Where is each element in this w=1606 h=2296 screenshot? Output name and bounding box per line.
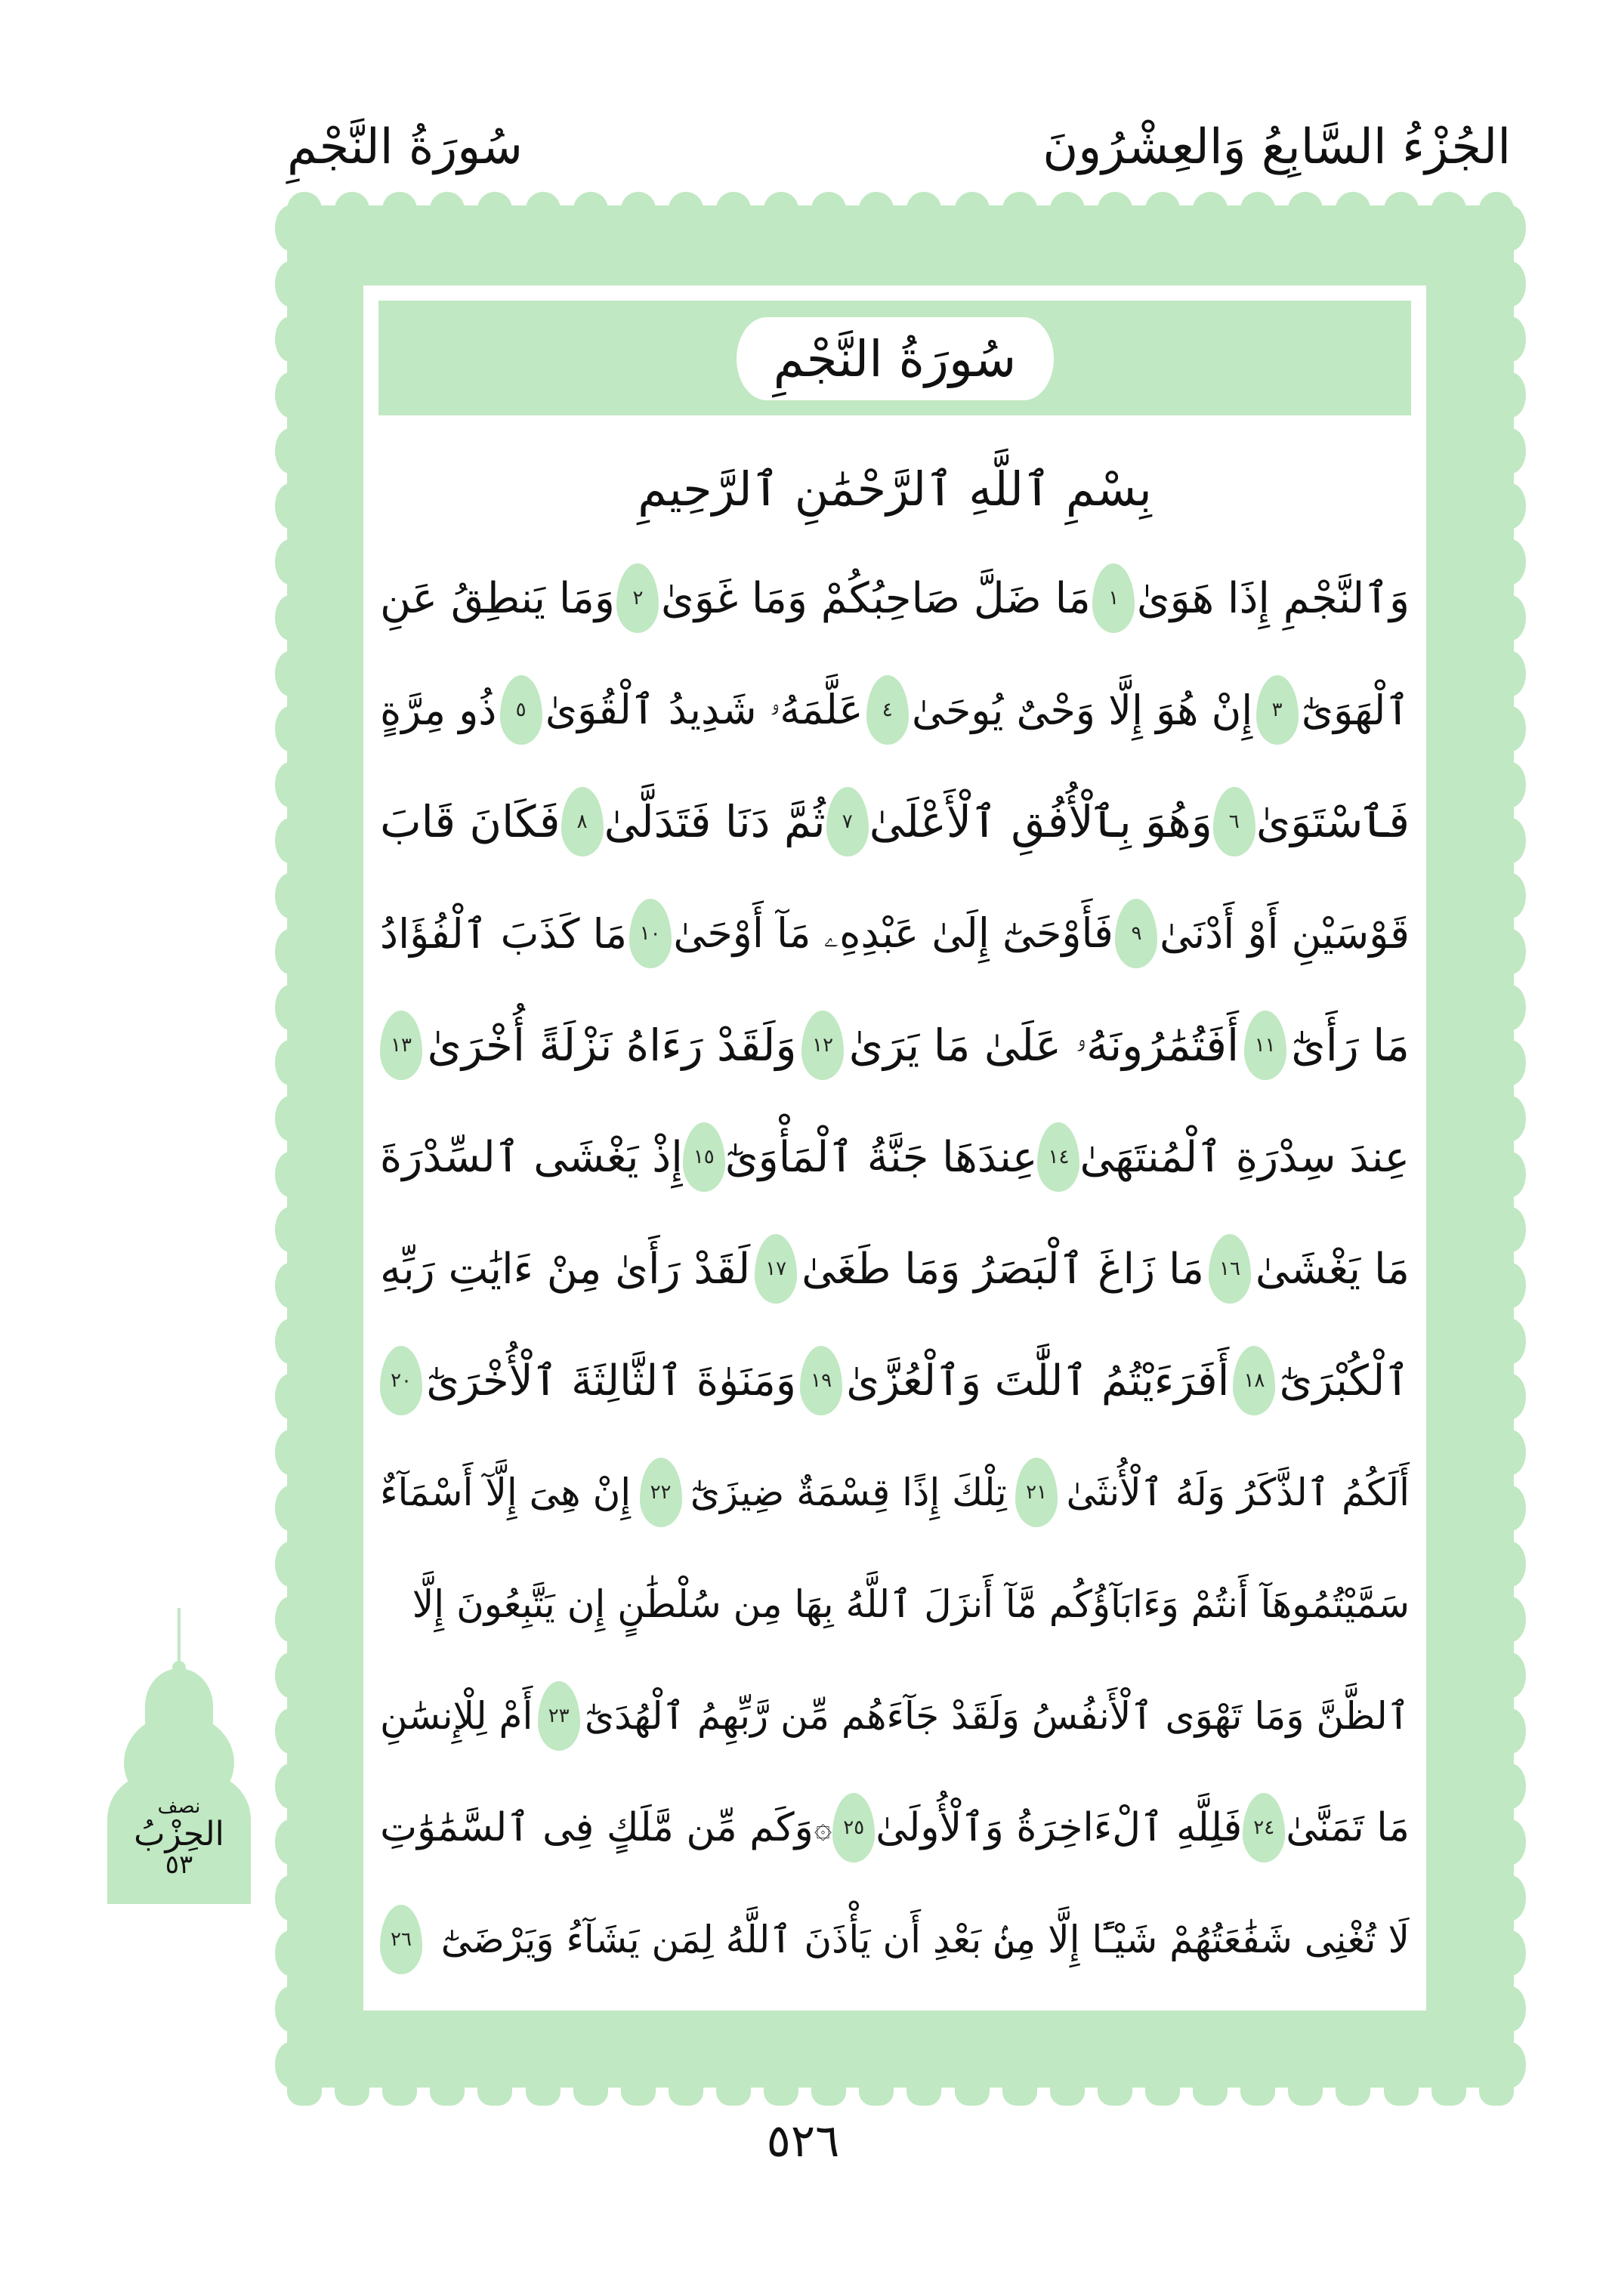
scallop-lobe: [1193, 192, 1228, 227]
verse-text: فَٱسْتَوَىٰ: [1255, 796, 1410, 847]
ayah-number-marker: ٢٣: [538, 1681, 580, 1751]
scallop-lobe: [1496, 651, 1526, 696]
verse-line: [380, 542, 1410, 654]
ayah-number-marker: ٢٦: [380, 1905, 422, 1974]
scallop-lobe: [1496, 1708, 1526, 1754]
scallop-lobe: [1496, 1653, 1526, 1698]
scallop-lobe: [1496, 1486, 1526, 1531]
scallop-lobe: [1496, 1096, 1526, 1141]
ayah-number-marker: ١٩: [800, 1346, 842, 1415]
basmala: بِسْمِ ٱللَّهِ ٱلرَّحْمَٰنِ ٱلرَّحِيمِ: [638, 461, 1152, 517]
verse-text: وَمَنَوٰةَ ٱلثَّالِثَةَ ٱلْأُخْرَىٰٓ: [426, 1356, 796, 1406]
scallop-lobe: [1002, 2071, 1037, 2106]
scallop-lobe: [335, 192, 369, 227]
verse-text: فَكَانَ قَابَ: [380, 796, 561, 847]
verse-text: تِلْكَ إِذًا قِسْمَةٌ ضِيزَىٰٓ: [690, 1470, 1007, 1514]
ayah-number-marker: ٥: [500, 675, 542, 745]
scallop-lobe: [1496, 595, 1526, 640]
scallop-lobe: [1288, 192, 1323, 227]
scallop-lobe: [1496, 706, 1526, 751]
scallop-lobe: [716, 192, 751, 227]
scallop-lobe: [275, 1930, 305, 1976]
scallop-lobe: [859, 192, 894, 227]
verse-line: [380, 1660, 1410, 1772]
verse-text: وَٱلنَّجْمِ إِذَا هَوَىٰ: [1136, 573, 1410, 623]
scallop-lobe: [764, 2071, 798, 2106]
verse-text: مَا كَذَبَ ٱلْفُؤَادُ: [380, 909, 627, 958]
scallop-lobe: [1496, 1930, 1526, 1976]
verse-line: [380, 1548, 1410, 1660]
scallop-lobe: [1336, 2071, 1370, 2106]
scallop-lobe: [275, 1764, 305, 1809]
scallop-lobe: [1496, 1986, 1526, 2032]
juz-header: الجُزْءُ السَّابِعُ وَالعِشْرُونَ: [1042, 119, 1511, 175]
scallop-lobe: [955, 2071, 990, 2106]
scallop-lobe: [1496, 762, 1526, 807]
scallop-lobe: [1496, 1430, 1526, 1475]
verse-line: [380, 1213, 1410, 1325]
ayah-number-marker: ١٦: [1209, 1234, 1251, 1304]
scallop-lobe: [275, 1430, 305, 1475]
hizb-half-label: نصف: [157, 1795, 201, 1818]
hizb-marker: [107, 1608, 251, 1904]
scallop-lobe: [859, 2071, 894, 2106]
verse-text: فَلِلَّهِ ٱلْءَاخِرَةُ وَٱلْأُولَىٰ: [876, 1805, 1243, 1850]
hizb-label: [107, 1797, 251, 1879]
scallop-lobe: [1496, 1152, 1526, 1197]
ayah-number-marker: ١: [1092, 563, 1135, 633]
scallop-lobe: [1496, 316, 1526, 362]
scallop-lobe: [275, 1597, 305, 1642]
scallop-lobe: [1496, 205, 1526, 251]
scallop-lobe: [382, 2071, 417, 2106]
verse-text: فَأَوْحَىٰٓ إِلَىٰ عَبْدِهِۦ مَآ أَوْحَىٰ: [673, 909, 1113, 957]
verse-text: إِنْ هِىَ إِلَّآ أَسْمَآءٌ: [380, 1470, 632, 1514]
scallop-lobe: [1496, 985, 1526, 1030]
scallop-lobe: [275, 873, 305, 918]
ayah-number-marker: ٢١: [1015, 1458, 1058, 1527]
scallop-lobe: [1496, 873, 1526, 918]
verse-lines: [380, 542, 1410, 1995]
frame-border-bottom: [287, 2071, 1514, 2101]
verse-text: ٱلظَّنَّ وَمَا تَهْوَى ٱلْأَنفُسُ وَلَقَدْ جَآءَهُم مِّن رَّبِّهِمُ ٱلْهُدَىٰٓ: [584, 1694, 1410, 1738]
ayah-number-marker: ٦: [1213, 787, 1255, 856]
ayah-number-marker: ٢٤: [1243, 1793, 1285, 1862]
ayah-number-marker: ٢٥: [832, 1793, 875, 1862]
scallop-lobe: [477, 2071, 512, 2106]
scallop-lobe: [275, 539, 305, 585]
scallop-lobe: [573, 2071, 608, 2106]
scallop-lobe: [1496, 1764, 1526, 1809]
ayah-number-marker: ١٢: [801, 1011, 844, 1080]
hizb-number: ٥٣: [165, 1850, 193, 1881]
verse-text: قَوْسَيْنِ أَوْ أَدْنَىٰ: [1160, 909, 1410, 958]
surah-title-band: [378, 301, 1411, 415]
verse-text: أَلَكُمُ ٱلذَّكَرُ وَلَهُ ٱلْأُنثَىٰ: [1066, 1470, 1410, 1514]
verse-line: [380, 1325, 1410, 1437]
scallop-lobe: [275, 595, 305, 640]
scallop-lobe: [1496, 2042, 1526, 2088]
ayah-number-marker: ١١: [1244, 1011, 1286, 1080]
verse-text: إِذْ يَغْشَى ٱلسِّدْرَةَ: [379, 1132, 683, 1182]
scallop-lobe: [1496, 1541, 1526, 1587]
scallop-lobe: [1496, 1040, 1526, 1085]
scallop-lobe: [1496, 818, 1526, 863]
scallop-lobe: [275, 483, 305, 529]
verse-text: أَفَتُمَٰرُونَهُۥ عَلَىٰ مَا يَرَىٰ: [848, 1019, 1240, 1071]
ayah-number-marker: ٢: [616, 563, 659, 633]
scallop-lobe: [1050, 192, 1085, 227]
scallop-lobe: [275, 372, 305, 418]
ayah-number-marker: ١٤: [1037, 1122, 1079, 1192]
scallop-lobe: [335, 2071, 369, 2106]
scallop-lobe: [1002, 192, 1037, 227]
scallop-lobe: [1288, 2071, 1323, 2106]
scallop-lobe: [1050, 2071, 1085, 2106]
scallop-lobe: [275, 1708, 305, 1754]
page-number: ٥٢٦: [766, 2115, 840, 2168]
scallop-lobe: [275, 1096, 305, 1141]
scallop-lobe: [275, 316, 305, 362]
verse-text: وَلَقَدْ رَءَاهُ نَزْلَةً أُخْرَىٰ: [427, 1020, 797, 1071]
scallop-lobe: [1336, 192, 1370, 227]
scallop-lobe: [275, 1152, 305, 1197]
verse-line: [380, 1772, 1410, 1884]
scallop-lobe: [1145, 2071, 1180, 2106]
verse-text: مَا يَغْشَىٰ: [1255, 1244, 1410, 1294]
scallop-lobe: [1496, 483, 1526, 529]
scallop-lobe: [275, 261, 305, 307]
verse-line: [380, 1437, 1410, 1548]
scallop-lobe: [906, 192, 941, 227]
ayah-number-marker: ٩: [1115, 899, 1157, 968]
scallop-lobe: [275, 205, 305, 251]
verse-text: لَا تُغْنِى شَفَٰعَتُهُمْ شَيْـًٔا إِلَّا مِنۢ بَعْدِ أَن يَأْذَنَ ٱللَّهُ لِمَن يَشَآءُ وَيَرْضَىٰٓ: [440, 1918, 1410, 1961]
scallop-lobe: [573, 192, 608, 227]
page-frame: [287, 205, 1514, 2088]
scallop-lobe: [621, 192, 656, 227]
verse-line: [380, 1884, 1410, 1995]
scallop-lobe: [1496, 1263, 1526, 1308]
scallop-lobe: [1384, 2071, 1419, 2106]
scallop-lobe: [1496, 1819, 1526, 1865]
ayah-number-marker: ٢٠: [380, 1346, 422, 1415]
scallop-lobe: [1496, 1374, 1526, 1419]
ayah-number-marker: ٧: [826, 787, 869, 856]
verse-text: ثُمَّ دَنَا فَتَدَلَّىٰ: [604, 796, 826, 847]
scallop-lobe: [1496, 1207, 1526, 1252]
verse-text: ذُو مِرَّةٍ: [380, 686, 497, 734]
scallop-lobe: [477, 192, 512, 227]
ayah-number-marker: ٨: [561, 787, 604, 856]
scallop-lobe: [1098, 192, 1132, 227]
scallop-lobe: [275, 1040, 305, 1085]
ayah-number-marker: ١٧: [755, 1234, 797, 1304]
scallop-lobe: [275, 929, 305, 974]
scallop-lobe: [275, 1653, 305, 1698]
scallop-lobe: [1496, 929, 1526, 974]
scallop-lobe: [1432, 2071, 1466, 2106]
scallop-lobe: [811, 192, 846, 227]
scallop-lobe: [621, 2071, 656, 2106]
scallop-lobe: [275, 1486, 305, 1531]
verse-text: عِندَ سِدْرَةِ ٱلْمُنتَهَىٰ: [1079, 1132, 1410, 1182]
scallop-lobe: [275, 818, 305, 863]
verse-line: [380, 1101, 1410, 1213]
surah-header: سُورَةُ النَّجْمِ: [287, 119, 523, 175]
verse-text: أَفَرَءَيْتُمُ ٱللَّٰتَ وَٱلْعُزَّىٰ: [846, 1356, 1230, 1406]
scallop-lobe: [382, 192, 417, 227]
scallop-lobe: [275, 2042, 305, 2088]
ayah-number-marker: ١٨: [1233, 1346, 1275, 1415]
scallop-lobe: [1496, 1597, 1526, 1642]
scallop-lobe: [1496, 428, 1526, 474]
verse-text: عِندَهَا جَنَّةُ ٱلْمَأْوَىٰٓ: [724, 1132, 1038, 1182]
hizb-word: الحِزْبُ: [134, 1815, 224, 1854]
verse-line: [380, 989, 1410, 1101]
verse-text: ٱلْكُبْرَىٰٓ: [1279, 1356, 1410, 1406]
verse-text: مَا رَأَىٰٓ: [1291, 1020, 1410, 1071]
scallop-lobe: [1496, 1875, 1526, 1921]
scallop-lobe: [275, 762, 305, 807]
scallop-lobe: [275, 1207, 305, 1252]
verse-line: [380, 878, 1410, 989]
scallop-lobe: [1496, 372, 1526, 418]
verse-text: وَمَا يَنطِقُ عَنِ: [380, 573, 615, 623]
scallop-lobe: [430, 2071, 465, 2106]
ayah-number-marker: ٢٢: [640, 1458, 682, 1527]
verse-text: إِنْ هُوَ إِلَّا وَحْىٌ يُوحَىٰ: [912, 686, 1253, 734]
scallop-lobe: [955, 192, 990, 227]
scallop-lobe: [275, 985, 305, 1030]
ayah-number-marker: ١٥: [683, 1122, 725, 1192]
verse-text: مَا تَمَنَّىٰ: [1286, 1805, 1410, 1850]
verse-text: مَا ضَلَّ صَاحِبُكُمْ وَمَا غَوَىٰ: [661, 573, 1091, 623]
scallop-lobe: [669, 2071, 703, 2106]
verse-text: عَلَّمَهُۥ شَدِيدُ ٱلْقُوَىٰ: [545, 686, 863, 733]
scallop-lobe: [275, 706, 305, 751]
scallop-lobe: [275, 651, 305, 696]
hizb-spire: [178, 1608, 181, 1668]
frame-border-right: [1496, 205, 1526, 2088]
verse-text: وَهُوَ بِٱلْأُفُقِ ٱلْأَعْلَىٰ: [869, 796, 1212, 847]
scallop-lobe: [1240, 2071, 1275, 2106]
verse-text: وَكَم مِّن مَّلَكٍ فِى ٱلسَّمَٰوَٰتِ: [380, 1805, 814, 1850]
scallop-lobe: [669, 192, 703, 227]
verse-text: مَا زَاغَ ٱلْبَصَرُ وَمَا طَغَىٰ: [801, 1244, 1204, 1294]
scallop-lobe: [275, 1541, 305, 1587]
scallop-lobe: [1193, 2071, 1228, 2106]
verse-text: لَقَدْ رَأَىٰ مِنْ ءَايَٰتِ رَبِّهِ: [380, 1244, 751, 1294]
scallop-lobe: [1496, 1319, 1526, 1364]
rub-el-hizb-icon: ۞: [814, 1810, 832, 1845]
scallop-lobe: [1240, 192, 1275, 227]
frame-border-top: [287, 192, 1514, 222]
scallop-lobe: [275, 1819, 305, 1865]
scallop-lobe: [275, 1374, 305, 1419]
ayah-number-marker: ١٣: [380, 1011, 422, 1080]
verse-text: ٱلْهَوَىٰٓ: [1301, 686, 1410, 734]
scallop-lobe: [1496, 261, 1526, 307]
ayah-number-marker: ١٠: [629, 899, 672, 968]
scallop-lobe: [430, 192, 465, 227]
scallop-lobe: [526, 2071, 561, 2106]
verse-text: سَمَّيْتُمُوهَآ أَنتُمْ وَءَابَآؤُكُم مَّآ أَنزَلَ ٱللَّهُ بِهَا مِن سُلْطَٰنٍ إِن يَتَّبِعُونَ إِلَّا: [412, 1582, 1410, 1626]
verse-text: أَمْ لِلْإِنسَٰنِ: [380, 1694, 533, 1738]
scallop-lobe: [275, 1875, 305, 1921]
scallop-lobe: [1098, 2071, 1132, 2106]
text-area: [363, 285, 1426, 2011]
scallop-lobe: [764, 192, 798, 227]
ayah-number-marker: ٣: [1256, 675, 1299, 745]
scallop-lobe: [1384, 192, 1419, 227]
scallop-lobe: [275, 1986, 305, 2032]
surah-title: سُورَةُ النَّجْمِ: [737, 317, 1054, 400]
scallop-lobe: [526, 192, 561, 227]
ayah-number-marker: ٤: [866, 675, 909, 745]
scallop-lobe: [1145, 192, 1180, 227]
scallop-lobe: [811, 2071, 846, 2106]
scallop-lobe: [906, 2071, 941, 2106]
scallop-lobe: [1496, 539, 1526, 585]
scallop-lobe: [716, 2071, 751, 2106]
scallop-lobe: [275, 1319, 305, 1364]
scallop-lobe: [1432, 192, 1466, 227]
scallop-lobe: [275, 428, 305, 474]
verse-line: [380, 766, 1410, 878]
scallop-lobe: [275, 1263, 305, 1308]
frame-border-left: [275, 205, 305, 2088]
verse-line: [380, 654, 1410, 766]
